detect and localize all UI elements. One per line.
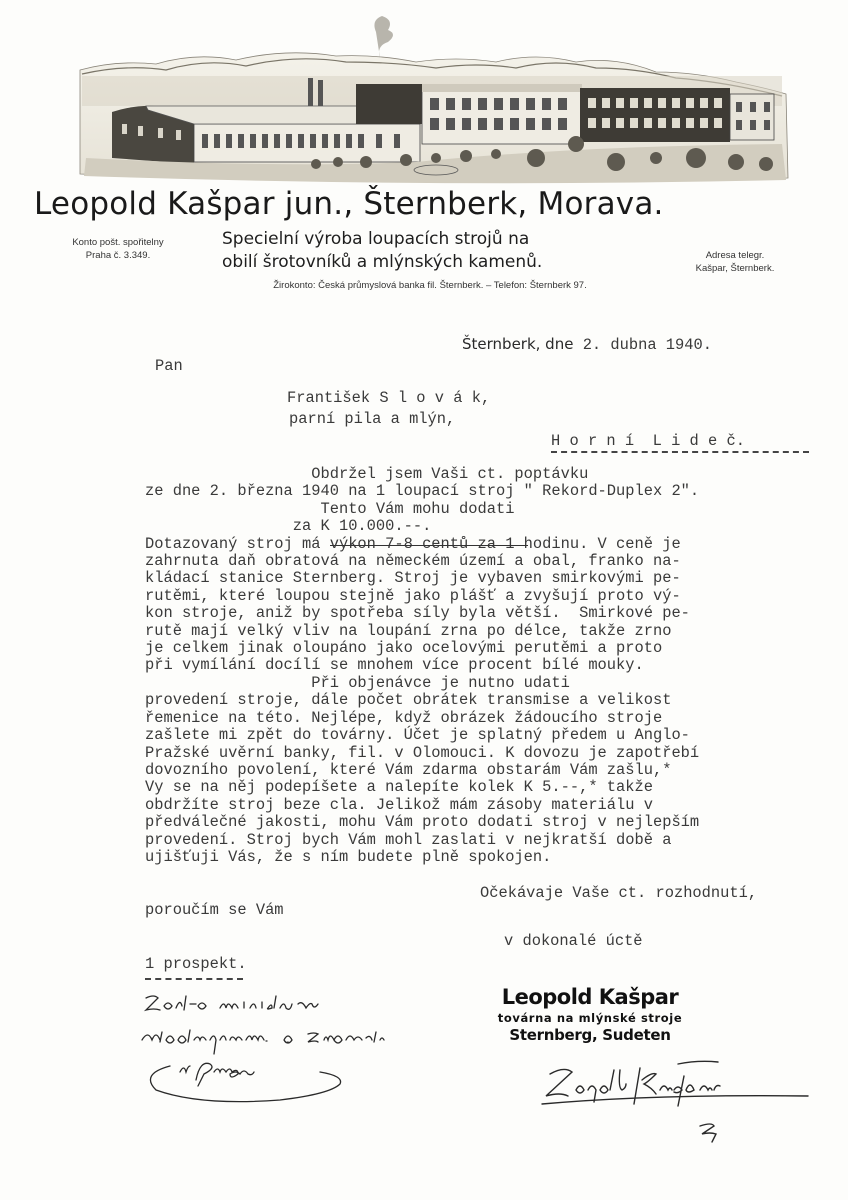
body-line: zahrnuta daň obratová na německém území a obal, franko na- [145, 552, 681, 571]
body-line: Při objenávce je nutno udati [145, 673, 570, 692]
body-line: předválečné jakosti, mohu Vám proto dodati stroj v nejlepším [145, 813, 700, 832]
body-line: dovozního povolení, které Vám zdarma obstarám Vám zašlu,* [145, 760, 672, 779]
handwritten-note [140, 990, 430, 1110]
price-underline [330, 545, 528, 546]
factory-illustration [76, 12, 790, 184]
company-stamp [470, 984, 710, 1045]
body-line: Tento Vám mohu dodati [145, 499, 515, 518]
recipient-town-underline [551, 451, 809, 455]
letter-body [145, 466, 699, 866]
body-line: kon stroje, aniž by spotřeba síly byla větší. Smirkové pe- [145, 604, 690, 623]
body-line: řemenice na této. Nejlépe, když obrázek žádoucího stroje [145, 708, 663, 727]
body-line: Vy se na něj podepíšete a nalepíte kolek K 5.--,* takže [145, 778, 653, 797]
body-line: kládací stanice Sternberg. Stroj je vybaven smirkovými pe- [145, 569, 681, 588]
date-place: Šternberk, dne [462, 335, 574, 353]
stamp-line2: továrna na mlýnské stroje [497, 1011, 683, 1025]
recipient-town: H o r n í L i d e č. [551, 432, 745, 450]
body-line: obdržíte stroj beze cla. Jelikož mám zásoby materiálu v [145, 795, 653, 814]
telegraph-address [665, 249, 805, 275]
body-line: zašlete mi zpět do továrny. Účet je splatný předem u Anglo- [145, 726, 690, 745]
enclosure-underline [145, 978, 243, 980]
date-typed: 2. dubna 1940. [573, 336, 712, 354]
regards: v dokonalé úctě [504, 932, 643, 950]
enclosure: 1 prospekt. [145, 955, 247, 973]
body-line: Dotazovaný stroj má výkon 7-8 centů za 1 hodinu. V ceně je [145, 534, 681, 553]
body-line: je celkem jinak oloupáno jako ocelovými perutěmi a proto [145, 639, 663, 658]
closing-line1: Očekávaje Vaše ct. rozhodnutí, [480, 884, 758, 902]
body-line: provedení. Stroj bych Vám mohl zaslati v nejkratší době a [145, 830, 672, 849]
handwritten-signature [536, 1060, 816, 1150]
salutation: Pan [155, 357, 183, 375]
stamp-line1: Leopold Kašpar [501, 985, 679, 1009]
body-line: Obdržel jsem Vaši ct. poptávku [145, 465, 589, 483]
postal-account [58, 236, 178, 262]
body-line: za K 10.000.--. [145, 517, 432, 536]
body-line: ujišťuji Vás, že s ním budete plně spokojen. [145, 847, 552, 866]
stamp-line3: Sternberg, Sudeten [509, 1026, 671, 1044]
company-name: Leopold Kašpar jun., Šternberk, Morava. [34, 186, 664, 222]
closing-line2: poroučím se Vám [145, 901, 284, 919]
company-specialty [222, 228, 642, 274]
specialty-line1: Specielní výroba loupacích strojů na [222, 229, 530, 249]
recipient-firm: parní pila a mlýn, [289, 410, 456, 428]
letter-date [462, 335, 712, 354]
postal-account-line2: Praha č. 3.349. [85, 250, 151, 261]
body-line: provedení stroje, dále počet obrátek transmise a velikost [145, 691, 672, 710]
body-line: ze dne 2. března 1940 na 1 loupací stroj " Rekord-Duplex 2". [145, 482, 700, 501]
postal-account-line1: Konto pošt. spořitelny [72, 237, 164, 248]
recipient-name: František S l o v á k, [287, 389, 491, 407]
body-line: rutě mají velký vliv na loupání zrna po délce, takže zrno [145, 621, 672, 640]
body-line: rutěmi, které loupou stejně jako plášť a zvyšují proto vý- [145, 586, 681, 605]
telegraph-line1: Adresa telegr. [705, 250, 765, 261]
telegraph-line2: Kašpar, Šternberk. [695, 263, 775, 274]
body-line: Pražské uvěrní banky, fil. v Olomouci. K dovozu je zapotřebí [145, 743, 700, 762]
specialty-line2: obilí šrotovníků a mlýnských kamenů. [222, 252, 543, 272]
giro-account: Žirokonto: Česká průmyslová banka fil. Šternberk. – Telefon: Šternberk 97. [273, 280, 587, 291]
body-line: při vymílání docílí se mnohem více procent bílé mouky. [145, 656, 644, 675]
